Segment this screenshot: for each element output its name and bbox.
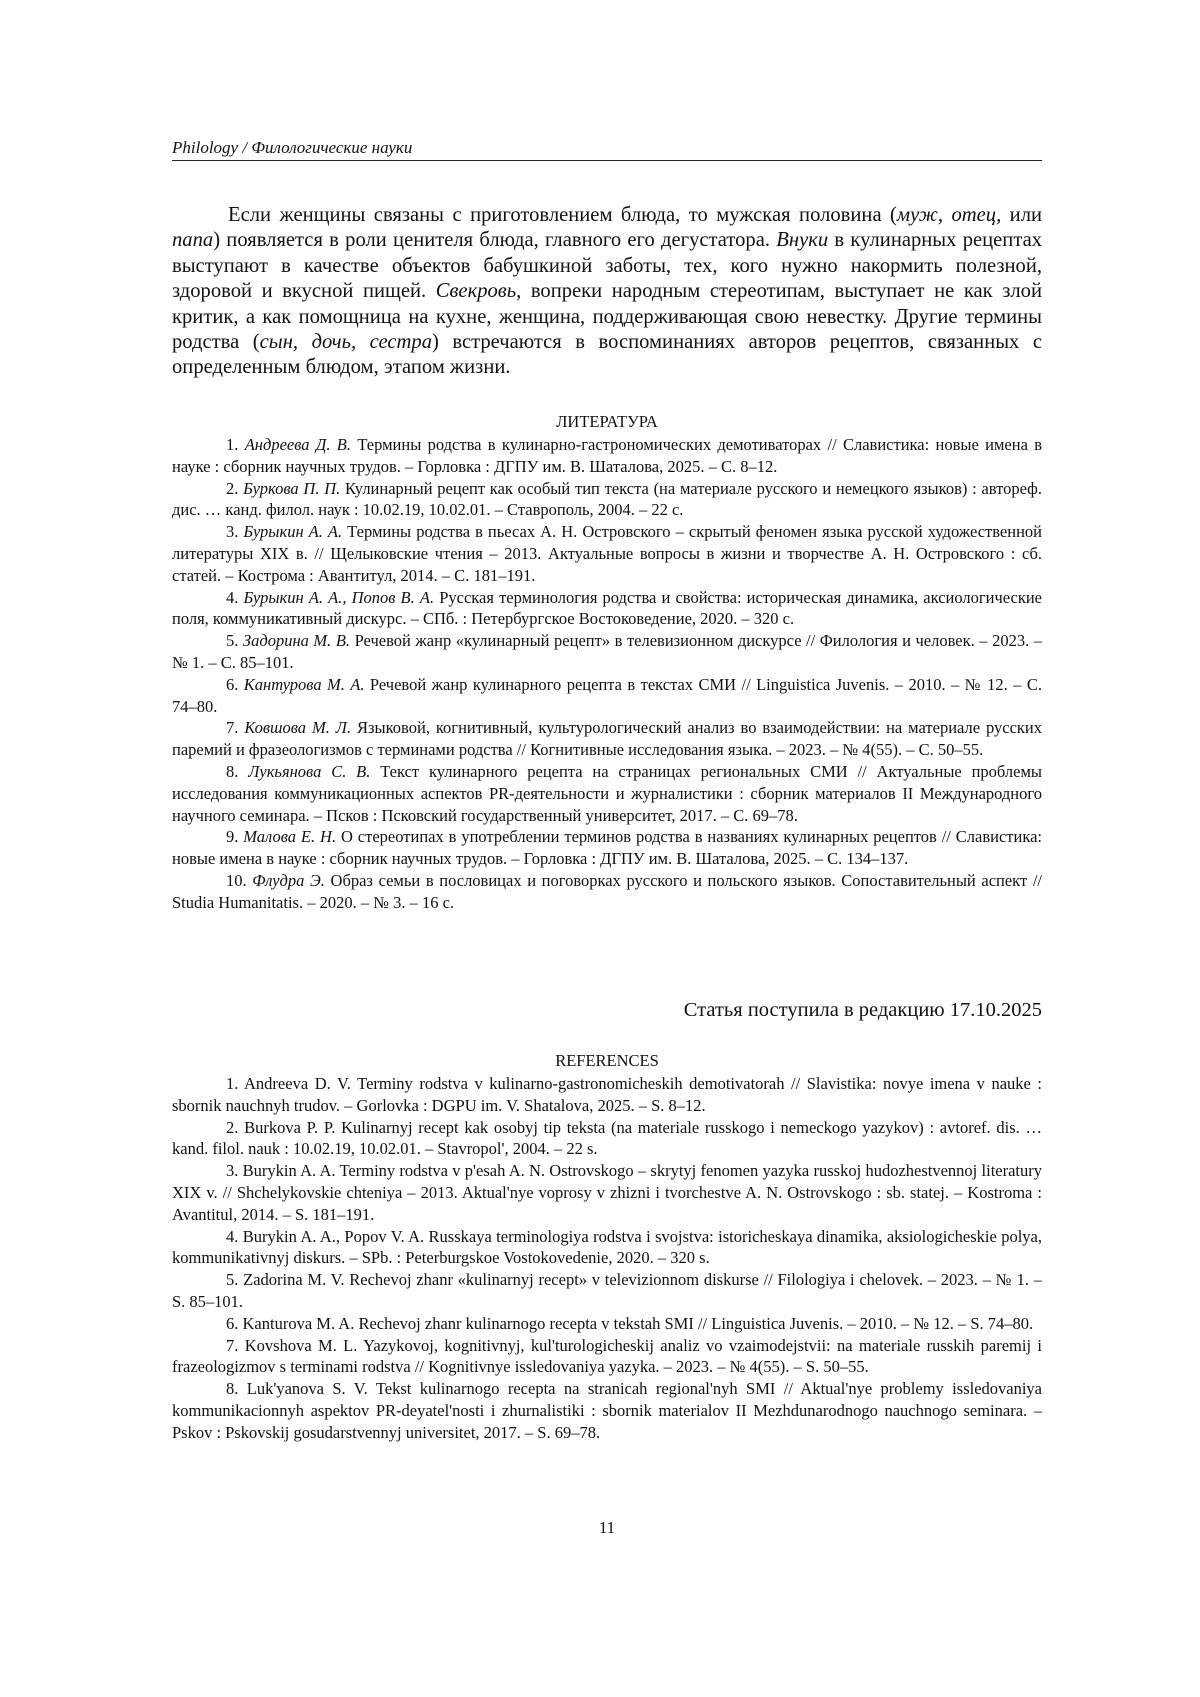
- ref-text: Burkova P. P. Kulinarnyj recept kak osobyj tip teksta (na materiale russkogo i nemeckogo yazykov) : avtoref. dis. … kand. filol. nauk : 10.02.19, 10.02.01. – Stavropol', 2004. – 22 s.: [172, 1117, 1042, 1159]
- references-item: [172, 1073, 1042, 1117]
- ref-number: 2.: [226, 478, 239, 498]
- ref-author: Кантурова М. А.: [243, 674, 365, 694]
- literature-item: [172, 478, 1042, 522]
- literature-item: [172, 674, 1042, 718]
- ref-number: 1.: [226, 1074, 239, 1093]
- body-segment: ) встречаются в воспоминаниях авторов рецептов, связанных с определенным блюдом, этапом жизни.: [172, 331, 1043, 379]
- ref-number: 2.: [226, 1117, 239, 1137]
- body-paragraph: [172, 203, 1042, 381]
- received-date: Статья поступила в редакцию 17.10.2025: [683, 999, 1042, 1021]
- body-segment-italic: сын, дочь, сестра: [259, 331, 432, 354]
- literature-item: [172, 630, 1042, 674]
- ref-number: 10.: [226, 870, 247, 890]
- ref-number: 8.: [226, 761, 239, 781]
- ref-text: Andreeva D. V. Terminy rodstva v kulinarno-gastronomicheskih demotivatorah // Slavistika: novye imena v nauke : sbornik nauchnyh trudov. – Gorlovka : DGPU im. V. Shatalova, 2025. – S. 8–12.: [172, 1074, 1043, 1115]
- ref-author: Андреева Д. В.: [244, 435, 351, 454]
- ref-number: 5.: [226, 631, 239, 651]
- literature-list: [172, 434, 1042, 914]
- references-item: [172, 1335, 1042, 1379]
- ref-number: 7.: [226, 718, 239, 738]
- ref-author: Бурыкин А. А., Попов В. А.: [243, 587, 435, 607]
- ref-text: Речевой жанр «кулинарный рецепт» в телевизионном дискурсе // Филология и человек. – 2023. – № 1. – С. 85–101.: [172, 631, 1043, 672]
- running-head: Philology / Филологические науки: [172, 138, 413, 157]
- page-number: 11: [598, 1518, 616, 1537]
- ref-text: Языковой, когнитивный, культурологический анализ во взаимодействии: на материале русских паремий и фразеологизмов с терминами родства // Когнитивные исследования языка. – 2023. – № 4(55). – С. 50–55.: [172, 718, 1043, 760]
- references-item: [172, 1313, 1042, 1335]
- references-list: [172, 1073, 1042, 1444]
- ref-number: 6.: [226, 674, 239, 694]
- ref-author: Буркова П. П.: [243, 478, 341, 498]
- ref-text: Текст кулинарного рецепта на страницах региональных СМИ // Актуальные проблемы исследования коммуникационных аспектов PR-деятельности и журналистики : сборник материалов II Международного научного семинара. – Псков : Псковский государственный университет, 2017. – С. 69–78.: [172, 761, 1042, 825]
- literature-item: [172, 761, 1042, 826]
- ref-text: Термины родства в кулинарно-гастрономических демотиваторах // Славистика: новые имена в науке : сборник научных трудов. – Горловка : ДГПУ им. В. Шаталова, 2025. – С. 8–12.: [172, 435, 1043, 476]
- ref-author: Задорина М. В.: [242, 631, 351, 651]
- body-segment: или: [1001, 204, 1043, 226]
- ref-text: Речевой жанр кулинарного рецепта в текстах СМИ // Linguistica Juvenis. – 2010. – № 12. – С. 74–80.: [172, 674, 1042, 716]
- ref-text: Русская терминология родства и свойства: историческая динамика, аксиологические поля, коммуникативный дискурс. – СПб. : Петербургское Востоковедение, 2020. – 320 с.: [172, 587, 1042, 629]
- ref-number: 1.: [226, 435, 239, 454]
- ref-author: Малова Е. Н.: [243, 827, 337, 847]
- ref-author: Бурыкин А. А.: [243, 522, 343, 542]
- literature-item: [172, 434, 1042, 478]
- references-title: REFERENCES: [555, 1051, 659, 1070]
- body-segment: , вопреки народным стереотипам, выступает не как злой критик, а как помощница на кухне, женщина, поддерживающая свою невестку. Другие термины родства (: [172, 280, 1042, 354]
- body-segment: Если женщины связаны с приготовлением блюда, то мужская половина (: [228, 204, 897, 226]
- literature-item: [172, 521, 1042, 586]
- ref-text: Образ семьи в пословицах и поговорках русского и польского языков. Сопоставительный аспект // Studia Humanitatis. – 2020. – № 3. – 16 с.: [172, 870, 1042, 912]
- ref-number: 3.: [226, 522, 239, 542]
- literature-title: ЛИТЕРАТУРА: [556, 412, 658, 431]
- ref-author: Флудра Э.: [252, 870, 325, 890]
- ref-text: О стереотипах в употреблении терминов родства в названиях кулинарных рецептов // Славистика: новые имена в науке : сборник научных трудов. – Горловка : ДГПУ им. В. Шаталова, 2025. – С. 134–137.: [172, 827, 1043, 869]
- ref-text: Zadorina M. V. Rechevoj zhanr «kulinarnyj recept» v televizionnom diskurse // Filologiya i chelovek. – 2023. – № 1. – S. 85–101.: [172, 1270, 1043, 1311]
- ref-text: Burykin A. A. Terminy rodstva v p'esah A. N. Ostrovskogo – skrytyj fenomen yazyka russkoj hudozhestvennoj literatury XIX v. // Shchelykovskie chteniya – 2013. Aktual'nye voprosy v zhizni i tvorchestve A. N. Ostrovskogo : sb. statej. – Kostroma : Avantitul, 2014. – S. 181–191.: [172, 1161, 1043, 1224]
- ref-text: Кулинарный рецепт как особый тип текста (на материале русского и немецкого языков) : автореф. дис. … канд. филол. наук : 10.02.19, 10.02.01. – Ставрополь, 2004. – 22 с.: [172, 478, 1042, 520]
- body-segment: в кулинарных рецептах выступают в качестве объектов бабушкиной заботы, тех, кого нужно накормить полезной, здоровой и вкусной пищей.: [172, 229, 1043, 303]
- body-segment-italic: муж, отец,: [896, 204, 1002, 226]
- ref-number: 3.: [226, 1161, 239, 1181]
- ref-author: Лукьянова С. В.: [248, 761, 371, 781]
- ref-text: Kanturova M. A. Rechevoj zhanr kulinarnogo recepta v tekstah SMI // Linguistica Juvenis. – 2010. – № 12. – S. 74–80.: [242, 1313, 1034, 1333]
- ref-text: Luk'yanova S. V. Tekst kulinarnogo recepta na stranicah regional'nyh SMI // Aktual'nye problemy issledovaniya kommunikacionnyh aspektov PR-deyatel'nosti i zhurnalistiki : sbornik materialov II Mezhdunarodnogo nauchnogo seminara. – Pskov : Pskovskij gosudarstvennyj universitet, 2017. – S. 69–78.: [172, 1379, 1042, 1442]
- references-item: [172, 1226, 1042, 1270]
- ref-text: Термины родства в пьесах А. Н. Островского – скрытый феномен языка русской художественной литературы XIX в. // Щелыковские чтения – 2013. Актуальные вопросы в жизни и творчестве А. Н. Островского : сб. статей. – Кострома : Авантитул, 2014. – С. 181–191.: [172, 522, 1042, 585]
- literature-item: [172, 587, 1042, 631]
- literature-item: [172, 826, 1042, 870]
- literature-item: [172, 717, 1042, 761]
- ref-number: 4.: [226, 1226, 239, 1246]
- header-rule: [172, 160, 1042, 161]
- ref-number: 6.: [226, 1313, 239, 1333]
- ref-number: 5.: [226, 1270, 239, 1290]
- ref-number: 9.: [226, 827, 239, 847]
- references-item: [172, 1160, 1042, 1225]
- body-segment-italic: Внуки: [776, 229, 829, 252]
- ref-number: 8.: [226, 1379, 239, 1399]
- body-segment-italic: Свекровь: [435, 280, 517, 303]
- ref-number: 4.: [226, 587, 239, 607]
- references-item: [172, 1117, 1042, 1161]
- body-segment-italic: папа: [172, 229, 214, 252]
- references-item: [172, 1269, 1042, 1313]
- ref-author: Ковшова М. Л.: [244, 718, 352, 738]
- ref-text: Kovshova M. L. Yazykovoj, kognitivnyj, kul'turologicheskij analiz vo vzaimodejstvii: na materiale russkih paremij i frazeologizmov s terminami rodstva // Kognitivnye issledovaniya yazyka. – 2023. – № 4(55). – S. 50–55.: [172, 1335, 1043, 1377]
- references-item: [172, 1378, 1042, 1443]
- literature-item: [172, 870, 1042, 914]
- ref-text: Burykin A. A., Popov V. A. Russkaya terminologiya rodstva i svojstva: istoricheskaya dinamika, aksiologicheskie polya, kommunikativnyj diskurs. – SPb. : Peterburgskoe Vostokovedenie, 2020. – 320 s.: [172, 1226, 1042, 1268]
- body-segment: ) появляется в роли ценителя блюда, главного его дегустатора.: [213, 229, 777, 252]
- ref-number: 7.: [226, 1335, 239, 1355]
